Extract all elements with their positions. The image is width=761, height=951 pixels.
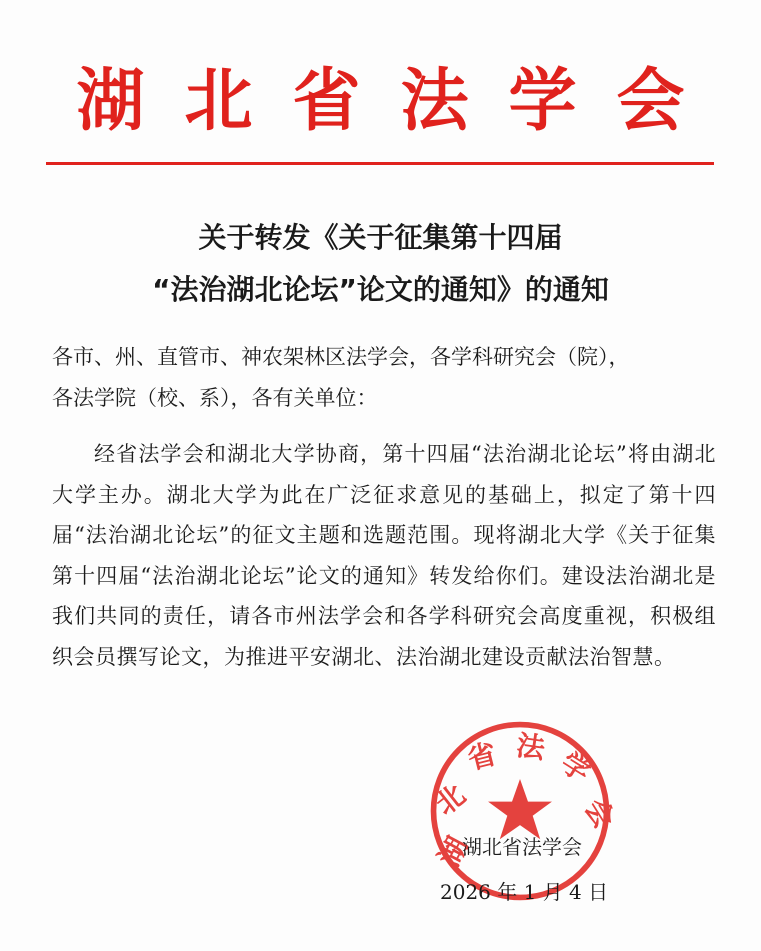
letterhead-title: 湖北省法学会 bbox=[76, 62, 725, 141]
svg-text:法: 法 bbox=[514, 728, 547, 766]
svg-text:学: 学 bbox=[555, 745, 597, 789]
svg-text:省: 省 bbox=[464, 737, 500, 777]
seal-star-icon bbox=[488, 779, 552, 839]
addressee bbox=[52, 337, 716, 418]
svg-text:会: 会 bbox=[578, 792, 621, 835]
svg-text:湖: 湖 bbox=[432, 831, 475, 872]
letterhead-divider bbox=[46, 162, 714, 165]
body-paragraph: 经省法学会和湖北大学协商，第十四届“法治湖北论坛”将由湖北大学主办。湖北大学为此在广泛征求意见的基础上，拟定了第十四届“法治湖北论坛”的征文主题和选题范围。现将湖北大学《关于征集第十四届“法治湖北论坛”论文的通知》转发给你们。建设法治湖北是我们共同的责任，请各市州法学会和各学科研究会高度重视，积极组织会员撰写论文，为推进平安湖北、法治湖北建设贡献法治智慧。 bbox=[52, 442, 716, 669]
signature-organization: 湖北省法学会 bbox=[462, 835, 582, 859]
svg-text:北: 北 bbox=[428, 778, 472, 822]
signature-date: 2026 年 1 月 4 日 bbox=[440, 880, 609, 904]
addressee-line-1: 各市、州、直管市、神农架林区法学会，各学科研究会（院）， bbox=[52, 345, 630, 369]
addressee-line-2: 各法学院（校、系），各有关单位： bbox=[52, 385, 378, 410]
document-title-line-2: “法治湖北论坛”论文的通知》的通知 bbox=[152, 273, 609, 306]
document-title-line-1: 关于转发《关于征集第十四届 bbox=[198, 221, 563, 254]
